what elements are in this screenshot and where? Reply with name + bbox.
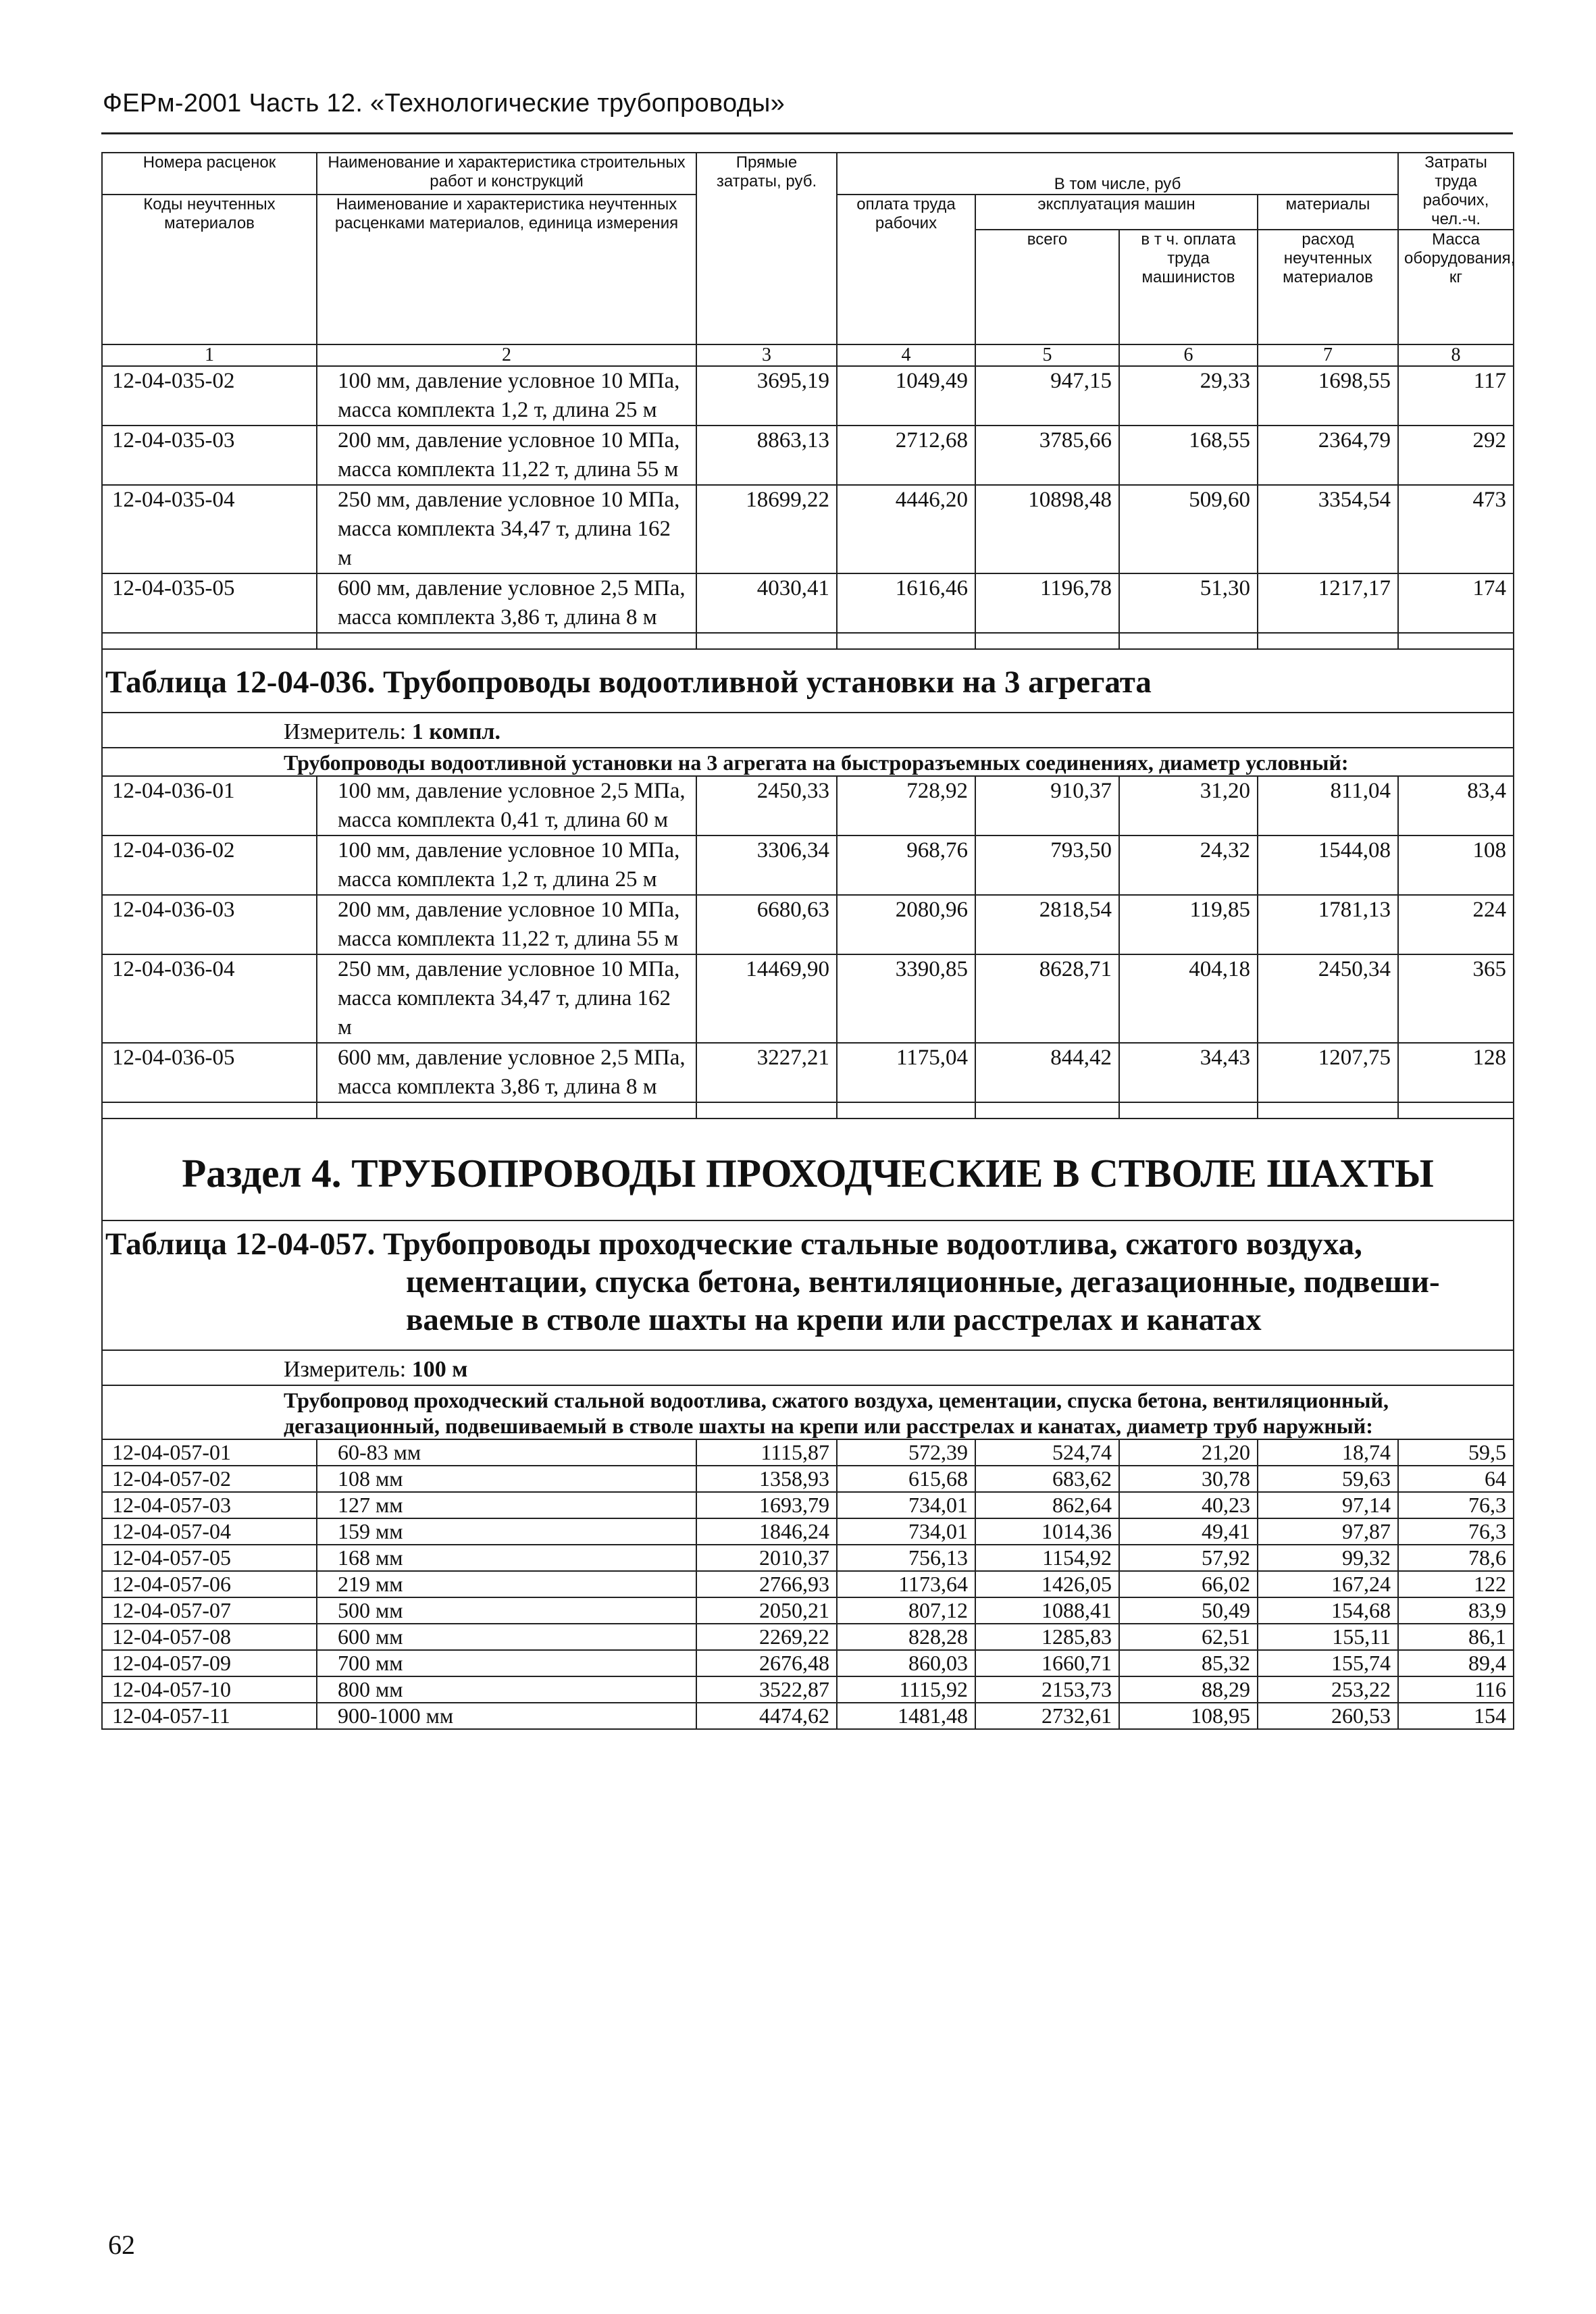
header-rashod: расход неучтенных материалов xyxy=(1258,230,1398,344)
row-materials: 97,87 xyxy=(1258,1518,1398,1545)
row-direct-costs: 2269,22 xyxy=(696,1624,837,1650)
table-row xyxy=(102,366,1514,426)
row-description: 600 мм, давление условное 2,5 МПа, масса комплекта 3,86 т, длина 8 м xyxy=(317,1043,696,1102)
row-machinists-pay: 404,18 xyxy=(1119,954,1258,1043)
header-row-1 xyxy=(102,153,1514,195)
row-description: 200 мм, давление условное 10 МПа, масса комплекта 11,22 т, длина 55 м xyxy=(317,426,696,485)
row-labor-hours: 78,6 xyxy=(1398,1545,1514,1571)
row-direct-costs: 3227,21 xyxy=(696,1043,837,1102)
row-code: 12-04-057-06 xyxy=(102,1571,317,1597)
col-number: 4 xyxy=(837,344,975,366)
row-materials: 253,22 xyxy=(1258,1676,1398,1703)
table-row xyxy=(102,1043,1514,1102)
row-materials: 2364,79 xyxy=(1258,426,1398,485)
row-code: 12-04-036-04 xyxy=(102,954,317,1043)
row-code: 12-04-057-07 xyxy=(102,1597,317,1624)
row-machinists-pay: 50,49 xyxy=(1119,1597,1258,1624)
table-057-measure xyxy=(102,1350,1514,1385)
row-machinists-pay: 57,92 xyxy=(1119,1545,1258,1571)
row-labor-pay: 1481,48 xyxy=(837,1703,975,1729)
header-ekspluataciya: эксплуатация машин xyxy=(975,195,1258,230)
header-massa: Масса оборудования, кг xyxy=(1398,230,1514,344)
row-description: 100 мм, давление условное 10 МПа, масса комплекта 1,2 т, длина 25 м xyxy=(317,366,696,426)
row-machinists-pay: 85,32 xyxy=(1119,1650,1258,1676)
row-labor-pay: 1175,04 xyxy=(837,1043,975,1102)
row-labor-hours: 89,4 xyxy=(1398,1650,1514,1676)
norms-table xyxy=(101,152,1514,1730)
table-057-title-line-3: ваемые в стволе шахты на крепи или расстрелах и канатах xyxy=(406,1302,1262,1337)
row-code: 12-04-036-01 xyxy=(102,776,317,835)
row-machinists-pay: 21,20 xyxy=(1119,1439,1258,1466)
row-machines-total: 910,37 xyxy=(975,776,1119,835)
row-description: 168 мм xyxy=(317,1545,696,1571)
header-oplata-truda: оплата труда рабочих xyxy=(837,195,975,344)
row-labor-hours: 83,4 xyxy=(1398,776,1514,835)
row-labor-pay: 807,12 xyxy=(837,1597,975,1624)
row-labor-pay: 728,92 xyxy=(837,776,975,835)
row-machines-total: 2818,54 xyxy=(975,895,1119,954)
row-machinists-pay: 24,32 xyxy=(1119,835,1258,895)
row-materials: 1207,75 xyxy=(1258,1043,1398,1102)
page-number: 62 xyxy=(108,2230,135,2260)
row-machines-total: 1154,92 xyxy=(975,1545,1119,1571)
row-labor-hours: 128 xyxy=(1398,1043,1514,1102)
row-labor-hours: 174 xyxy=(1398,573,1514,633)
header-nomera: Номера расценок xyxy=(102,153,317,195)
row-labor-pay: 615,68 xyxy=(837,1466,975,1492)
row-labor-hours: 122 xyxy=(1398,1571,1514,1597)
col-number: 3 xyxy=(696,344,837,366)
table-row xyxy=(102,1624,1514,1650)
row-labor-pay: 1173,64 xyxy=(837,1571,975,1597)
row-labor-pay: 4446,20 xyxy=(837,485,975,573)
row-code: 12-04-036-02 xyxy=(102,835,317,895)
row-direct-costs: 14469,90 xyxy=(696,954,837,1043)
row-machinists-pay: 62,51 xyxy=(1119,1624,1258,1650)
row-machinists-pay: 29,33 xyxy=(1119,366,1258,426)
row-code: 12-04-057-05 xyxy=(102,1545,317,1571)
row-code: 12-04-057-04 xyxy=(102,1518,317,1545)
row-direct-costs: 2050,21 xyxy=(696,1597,837,1624)
row-direct-costs: 6680,63 xyxy=(696,895,837,954)
table-row xyxy=(102,1492,1514,1518)
row-direct-costs: 3522,87 xyxy=(696,1676,837,1703)
row-code: 12-04-035-02 xyxy=(102,366,317,426)
row-code: 12-04-035-04 xyxy=(102,485,317,573)
measure-label: Измеритель: xyxy=(284,719,407,744)
header-v-tom-chisle: В том числе, руб xyxy=(837,153,1398,195)
row-materials: 59,63 xyxy=(1258,1466,1398,1492)
running-head: ФЕРм-2001 Часть 12. «Технологические трубопроводы» xyxy=(103,89,786,118)
table-057-title xyxy=(102,1220,1514,1350)
row-direct-costs: 3695,19 xyxy=(696,366,837,426)
table-057-title-row xyxy=(102,1220,1514,1350)
row-code: 12-04-057-09 xyxy=(102,1650,317,1676)
row-labor-hours: 83,9 xyxy=(1398,1597,1514,1624)
row-labor-hours: 116 xyxy=(1398,1676,1514,1703)
table-row xyxy=(102,1439,1514,1466)
row-labor-pay: 828,28 xyxy=(837,1624,975,1650)
row-machines-total: 862,64 xyxy=(975,1492,1119,1518)
row-labor-pay: 734,01 xyxy=(837,1518,975,1545)
row-description: 250 мм, давление условное 10 МПа, масса комплекта 34,47 т, длина 162 м xyxy=(317,485,696,573)
row-machinists-pay: 40,23 xyxy=(1119,1492,1258,1518)
row-machinists-pay: 168,55 xyxy=(1119,426,1258,485)
table-036-measure-row xyxy=(102,713,1514,748)
row-description: 60-83 мм xyxy=(317,1439,696,1466)
row-description: 250 мм, давление условное 10 МПа, масса комплекта 34,47 т, длина 162 м xyxy=(317,954,696,1043)
row-description: 700 мм xyxy=(317,1650,696,1676)
row-machines-total: 1196,78 xyxy=(975,573,1119,633)
row-direct-costs: 2676,48 xyxy=(696,1650,837,1676)
row-labor-hours: 108 xyxy=(1398,835,1514,895)
row-materials: 1698,55 xyxy=(1258,366,1398,426)
row-code: 12-04-036-03 xyxy=(102,895,317,954)
row-machinists-pay: 30,78 xyxy=(1119,1466,1258,1492)
row-machines-total: 793,50 xyxy=(975,835,1119,895)
col-number: 7 xyxy=(1258,344,1398,366)
row-labor-hours: 365 xyxy=(1398,954,1514,1043)
row-materials: 1781,13 xyxy=(1258,895,1398,954)
row-description: 600 мм, давление условное 2,5 МПа, масса комплекта 3,86 т, длина 8 м xyxy=(317,573,696,633)
row-materials: 18,74 xyxy=(1258,1439,1398,1466)
row-materials: 97,14 xyxy=(1258,1492,1398,1518)
row-machinists-pay: 31,20 xyxy=(1119,776,1258,835)
row-machines-total: 1660,71 xyxy=(975,1650,1119,1676)
row-description: 108 мм xyxy=(317,1466,696,1492)
table-row xyxy=(102,1597,1514,1624)
row-code: 12-04-035-05 xyxy=(102,573,317,633)
row-direct-costs: 3306,34 xyxy=(696,835,837,895)
col-number: 1 xyxy=(102,344,317,366)
row-description: 500 мм xyxy=(317,1597,696,1624)
row-direct-costs: 8863,13 xyxy=(696,426,837,485)
row-code: 12-04-057-08 xyxy=(102,1624,317,1650)
table-row xyxy=(102,1518,1514,1545)
row-materials: 3354,54 xyxy=(1258,485,1398,573)
row-materials: 1544,08 xyxy=(1258,835,1398,895)
row-labor-hours: 154 xyxy=(1398,1703,1514,1729)
row-materials: 2450,34 xyxy=(1258,954,1398,1043)
row-materials: 154,68 xyxy=(1258,1597,1398,1624)
header-materialy: материалы xyxy=(1258,195,1398,230)
row-labor-hours: 292 xyxy=(1398,426,1514,485)
table-row xyxy=(102,573,1514,633)
row-machines-total: 1088,41 xyxy=(975,1597,1119,1624)
table-057-title-line-2: цементации, спуска бетона, вентиляционные, дегазационные, подвеши- xyxy=(406,1264,1440,1300)
row-description: 159 мм xyxy=(317,1518,696,1545)
row-direct-costs: 1358,93 xyxy=(696,1466,837,1492)
row-labor-pay: 3390,85 xyxy=(837,954,975,1043)
row-direct-costs: 2450,33 xyxy=(696,776,837,835)
table-row xyxy=(102,1650,1514,1676)
table-036-measure xyxy=(102,713,1514,748)
measure-label: Измеритель: xyxy=(284,1357,407,1382)
row-labor-pay: 1049,49 xyxy=(837,366,975,426)
row-materials: 811,04 xyxy=(1258,776,1398,835)
row-labor-pay: 2712,68 xyxy=(837,426,975,485)
row-code: 12-04-057-01 xyxy=(102,1439,317,1466)
header-vsego: всего xyxy=(975,230,1119,344)
row-machinists-pay: 66,02 xyxy=(1119,1571,1258,1597)
row-machinists-pay: 49,41 xyxy=(1119,1518,1258,1545)
row-code: 12-04-057-02 xyxy=(102,1466,317,1492)
row-machines-total: 2153,73 xyxy=(975,1676,1119,1703)
row-materials: 155,74 xyxy=(1258,1650,1398,1676)
header-kody: Коды неучтенных материалов xyxy=(102,195,317,344)
row-code: 12-04-036-05 xyxy=(102,1043,317,1102)
row-description: 219 мм xyxy=(317,1571,696,1597)
spacer-row xyxy=(102,1102,1514,1119)
row-machines-total: 683,62 xyxy=(975,1466,1119,1492)
table-row xyxy=(102,776,1514,835)
row-machinists-pay: 51,30 xyxy=(1119,573,1258,633)
section-heading-row xyxy=(102,1119,1514,1220)
row-machinists-pay: 34,43 xyxy=(1119,1043,1258,1102)
row-description: 600 мм xyxy=(317,1624,696,1650)
row-labor-pay: 860,03 xyxy=(837,1650,975,1676)
row-machines-total: 1285,83 xyxy=(975,1624,1119,1650)
table-057-measure-row xyxy=(102,1350,1514,1385)
row-direct-costs: 2010,37 xyxy=(696,1545,837,1571)
col-number: 8 xyxy=(1398,344,1514,366)
row-labor-hours: 59,5 xyxy=(1398,1439,1514,1466)
row-description: 100 мм, давление условное 10 МПа, масса комплекта 1,2 т, длина 25 м xyxy=(317,835,696,895)
row-machines-total: 524,74 xyxy=(975,1439,1119,1466)
table-row xyxy=(102,1466,1514,1492)
col-number: 2 xyxy=(317,344,696,366)
row-description: 100 мм, давление условное 2,5 МПа, масса комплекта 0,41 т, длина 60 м xyxy=(317,776,696,835)
header-pryamye: Прямые затраты, руб. xyxy=(696,153,837,344)
table-036-subhead-row xyxy=(102,748,1514,776)
measure-value: 100 м xyxy=(411,1357,468,1382)
row-machines-total: 8628,71 xyxy=(975,954,1119,1043)
table-row xyxy=(102,1676,1514,1703)
row-machines-total: 10898,48 xyxy=(975,485,1119,573)
row-labor-pay: 1616,46 xyxy=(837,573,975,633)
row-direct-costs: 1115,87 xyxy=(696,1439,837,1466)
row-machinists-pay: 108,95 xyxy=(1119,1703,1258,1729)
row-direct-costs: 2766,93 xyxy=(696,1571,837,1597)
table-057-subhead: Трубопровод проходческий стальной водоотлива, сжатого воздуха, цементации, спуска бетона, вентиляционный, дегазационный, подвешиваемый в стволе шахты на крепи или расстрелах и канатах, диаметр труб наружный: xyxy=(102,1385,1514,1439)
table-row xyxy=(102,835,1514,895)
row-code: 12-04-057-11 xyxy=(102,1703,317,1729)
table-row xyxy=(102,1703,1514,1729)
row-labor-pay: 756,13 xyxy=(837,1545,975,1571)
row-description: 127 мм xyxy=(317,1492,696,1518)
row-labor-pay: 2080,96 xyxy=(837,895,975,954)
table-057-subhead-row xyxy=(102,1385,1514,1439)
row-materials: 167,24 xyxy=(1258,1571,1398,1597)
row-labor-pay: 572,39 xyxy=(837,1439,975,1466)
row-materials: 1217,17 xyxy=(1258,573,1398,633)
row-labor-hours: 224 xyxy=(1398,895,1514,954)
table-036-subhead: Трубопроводы водоотливной установки на 3 агрегата на быстроразъемных соединениях, диаметр условный: xyxy=(102,748,1514,776)
row-machinists-pay: 119,85 xyxy=(1119,895,1258,954)
row-machinists-pay: 509,60 xyxy=(1119,485,1258,573)
table-036-title-row xyxy=(102,649,1514,713)
row-labor-pay: 1115,92 xyxy=(837,1676,975,1703)
header-vtch: в т ч. оплата труда машинистов xyxy=(1119,230,1258,344)
row-labor-hours: 117 xyxy=(1398,366,1514,426)
row-materials: 260,53 xyxy=(1258,1703,1398,1729)
row-description: 800 мм xyxy=(317,1676,696,1703)
row-description: 900-1000 мм xyxy=(317,1703,696,1729)
row-labor-hours: 76,3 xyxy=(1398,1492,1514,1518)
row-code: 12-04-035-03 xyxy=(102,426,317,485)
col-number: 5 xyxy=(975,344,1119,366)
row-labor-pay: 734,01 xyxy=(837,1492,975,1518)
table-036-title: Таблица 12-04-036. Трубопроводы водоотливной установки на 3 агрегата xyxy=(102,649,1514,713)
header-naimenovanie-neuchet: Наименование и характеристика неучтенных расценками материалов, единица измерения xyxy=(317,195,696,344)
table-row xyxy=(102,426,1514,485)
table-row xyxy=(102,895,1514,954)
row-direct-costs: 18699,22 xyxy=(696,485,837,573)
table-row xyxy=(102,954,1514,1043)
section-heading: Раздел 4. ТРУБОПРОВОДЫ ПРОХОДЧЕСКИЕ В СТВОЛЕ ШАХТЫ xyxy=(102,1119,1514,1220)
header-rule xyxy=(101,132,1513,134)
spacer-row xyxy=(102,633,1514,649)
table-row xyxy=(102,1571,1514,1597)
row-labor-hours: 64 xyxy=(1398,1466,1514,1492)
row-materials: 99,32 xyxy=(1258,1545,1398,1571)
table-row xyxy=(102,485,1514,573)
row-code: 12-04-057-03 xyxy=(102,1492,317,1518)
row-materials: 155,11 xyxy=(1258,1624,1398,1650)
row-direct-costs: 4474,62 xyxy=(696,1703,837,1729)
row-direct-costs: 1846,24 xyxy=(696,1518,837,1545)
header-zatraty: Затраты труда рабочих, чел.-ч. xyxy=(1398,153,1514,230)
row-machines-total: 1426,05 xyxy=(975,1571,1119,1597)
row-labor-hours: 76,3 xyxy=(1398,1518,1514,1545)
row-machinists-pay: 88,29 xyxy=(1119,1676,1258,1703)
row-code: 12-04-057-10 xyxy=(102,1676,317,1703)
row-direct-costs: 1693,79 xyxy=(696,1492,837,1518)
row-machines-total: 1014,36 xyxy=(975,1518,1119,1545)
table-057-title-line-1: Таблица 12-04-057. Трубопроводы проходческие стальные водоотлива, сжатого воздуха, xyxy=(105,1227,1362,1262)
table-row xyxy=(102,1545,1514,1571)
row-labor-hours: 86,1 xyxy=(1398,1624,1514,1650)
row-machines-total: 2732,61 xyxy=(975,1703,1119,1729)
row-direct-costs: 4030,41 xyxy=(696,573,837,633)
header-naimenovanie: Наименование и характеристика строительных работ и конструкций xyxy=(317,153,696,195)
measure-value: 1 компл. xyxy=(411,719,501,744)
row-labor-pay: 968,76 xyxy=(837,835,975,895)
row-labor-hours: 473 xyxy=(1398,485,1514,573)
col-number: 6 xyxy=(1119,344,1258,366)
row-machines-total: 844,42 xyxy=(975,1043,1119,1102)
row-machines-total: 947,15 xyxy=(975,366,1119,426)
column-numbers-row xyxy=(102,344,1514,366)
row-description: 200 мм, давление условное 10 МПа, масса комплекта 11,22 т, длина 55 м xyxy=(317,895,696,954)
row-machines-total: 3785,66 xyxy=(975,426,1119,485)
